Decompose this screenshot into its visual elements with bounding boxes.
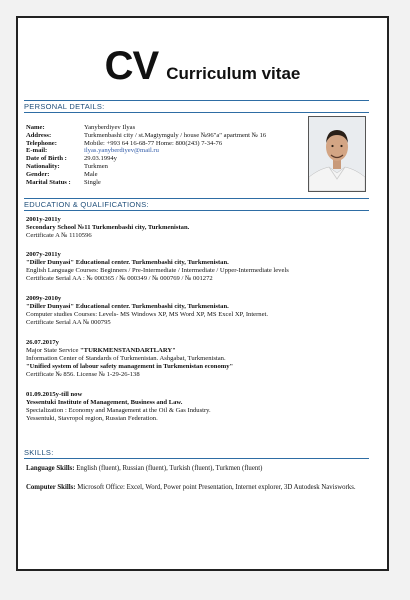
document-title: [18, 44, 387, 89]
divider-line: [24, 100, 369, 101]
skills-heading: SKILLS:: [24, 448, 369, 459]
portrait-image: [309, 117, 365, 191]
row-telephone: Telephone: Mobile: +993 64 16-68-77 Home: 800(243) 7-34-76: [26, 139, 223, 147]
title-subtitle: Curriculum vitae: [166, 64, 301, 83]
profile-photo: [308, 116, 366, 192]
language-skills: Language Skills: English (fluent), Russian (fluent), Turkish (fluent), Turkmen (fluent): [26, 465, 263, 472]
title-cv: CV: [104, 44, 159, 88]
computer-skills: Computer Skills: Microsoft Office: Excel, Word, Power point Presentation, Internet explorer, 3D Autodesk Navisworks.: [26, 484, 356, 491]
education-entry-1: 2001y-2011y Secondary School №11 Turkmenbashi city, Turkmenistan. Certificate A № 1110596: [26, 216, 190, 239]
row-address: Address: Turkmenbashi city / st.Magtymguly / house №96"a" apartment № 16: [26, 131, 267, 139]
divider-line: [24, 198, 369, 199]
education-entry-3: 2009y-2010y "Diller Dunyasi" Educational center. Turkmenbashi city, Turkmenistan. Computer studies Courses: Levels- MS Windows XP, MS Word XP, MS Excel XP, Internet. Certificate Serial AA № 000795: [26, 295, 269, 326]
row-email: E-mail: ilyas.yanyberdiyev@mail.ru: [26, 147, 294, 155]
row-nationality: Nationality: Turkmen: [26, 162, 108, 170]
education-entry-2: 2007y-2011y "Diller Dunyasi" Educational center. Turkmenbashi city, Turkmenistan. English Language Courses: Beginners / Pre-Intermediate / Intermediate / Upper-Intermediate levels Certificate Serial AA : № 000365 / № 000349 / № 000769 / № 001272: [26, 251, 289, 282]
education-entry-5: 01.09.2015y-till now Yessentuki Institute of Management, Business and Law. Specialization : Economy and Management at the Oil & Gas Industry. Yessentuki, Stavropol region, Russian Federation.: [26, 391, 211, 422]
cv-page: [16, 16, 389, 571]
personal-details-table: [26, 124, 294, 186]
personal-details-heading: PERSONAL DETAILS:: [24, 102, 369, 113]
row-marital-status: Marital Status : Single: [26, 178, 101, 186]
education-heading: EDUCATION & QUALIFICATIONS:: [24, 200, 369, 211]
row-dob: Date of Birth : 29.03.1994y: [26, 155, 117, 163]
row-name: Name: Yanyberdiyev Ilyas: [26, 124, 136, 131]
email-link[interactable]: ilyas.yanyberdiyev@mail.ru: [84, 147, 159, 155]
education-entry-4: 26.07.2017y Major State Service "TURKMENSTANDARTLARY" Information Center of Standards of Turkmenistan. Ashgabat, Turkmenistan. "Unified system of labour safety management in Turkmenistan economy" Certificate № 856. License № 1-29-26-138: [26, 339, 234, 378]
row-gender: Gender: Male: [26, 170, 98, 178]
